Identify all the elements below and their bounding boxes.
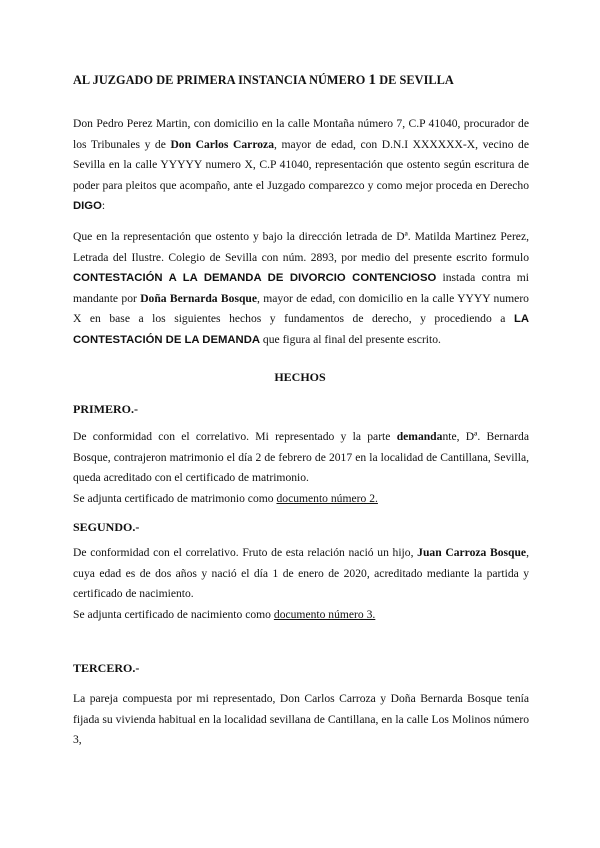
segundo-heading: SEGUNDO.- xyxy=(73,520,140,534)
segundo-attachment: Se adjunta certificado de nacimiento como documento número 3. xyxy=(73,608,376,621)
representation-paragraph: Que en la representación que ostento y bajo la dirección letrada de Dª. Matilda Martinez Perez, Letrada del Ilustre. Colegio de Sevilla con núm. 2893, por medio del presente escrito formulo CONTESTACIÓN A LA DEMANDA DE DIVORCIO CONTENCIOSO instada contra mi mandante por Doña Bernarda Bosque, mayor de edad, con domicilio en la calle YYYY numero X en base a los siguientes hechos y fundamentos de derecho, y procediendo a LA CONTESTACIÓN DE LA DEMANDA que figura al final del presente escrito. xyxy=(73,230,529,346)
tercero-paragraph: La pareja compuesta por mi representado, Don Carlos Carroza y Doña Bernarda Bosque tenía fijada su vivienda habitual en la localidad sevillana de Cantillana, en la calle Los Molinos número 3, xyxy=(73,692,529,746)
primero-heading: PRIMERO.- xyxy=(73,402,138,416)
court-address-title xyxy=(73,72,454,89)
primero-attachment: Se adjunta certificado de matrimonio como documento número 2. xyxy=(73,492,378,505)
title-text-end: DE SEVILLA xyxy=(376,73,454,87)
plaintiff-name: Doña Bernarda Bosque xyxy=(140,291,258,305)
hechos-heading: HECHOS xyxy=(274,370,326,384)
client-name: Don Carlos Carroza xyxy=(170,137,274,151)
contestacion-demanda: LA CONTESTACIÓN DE LA DEMANDA xyxy=(73,313,529,346)
title-number: 1 xyxy=(368,72,377,88)
intro-paragraph: Don Pedro Perez Martin, con domicilio en la calle Montaña número 7, C.P 41040, procurador de los Tribunales y de Don Carlos Carroza, mayor de edad, con D.N.I XXXXXX-X, vecino de Sevilla en la calle YYYYY numero X, C.P 41040, representación que ostento según escritura de poder para pleitos que acompaño, ante el Juzgado comparezco y como mejor proceda en Derecho DIGO: xyxy=(73,117,529,212)
demanda-bold: demanda xyxy=(396,430,443,443)
tercero-heading: TERCERO.- xyxy=(73,661,140,675)
primero-paragraph: De conformidad con el correlativo. Mi representado y la parte demandante, Dª. Bernarda Bosque, contrajeron matrimonio el día 2 de febrero de 2017 en la localidad de Cantillana, Sevilla, queda acreditado con el certificado de matrimonio. xyxy=(73,430,529,484)
child-name: Juan Carroza Bosque xyxy=(417,546,527,559)
contestacion-title: CONTESTACIÓN A LA DEMANDA DE DIVORCIO CONTENCIOSO xyxy=(73,272,437,284)
segundo-paragraph: De conformidad con el correlativo. Fruto de esta relación nació un hijo, Juan Carroza Bosque, cuya edad es de dos años y nació el día 1 de enero de 2020, acreditado mediante la partida y certificado de nacimiento. xyxy=(73,546,529,600)
digo-keyword: DIGO xyxy=(73,200,102,212)
document-2-reference: documento número 2. xyxy=(276,492,378,505)
document-3-reference: documento número 3. xyxy=(273,608,376,621)
title-text: AL JUZGADO DE PRIMERA INSTANCIA NÚMERO xyxy=(73,73,369,87)
